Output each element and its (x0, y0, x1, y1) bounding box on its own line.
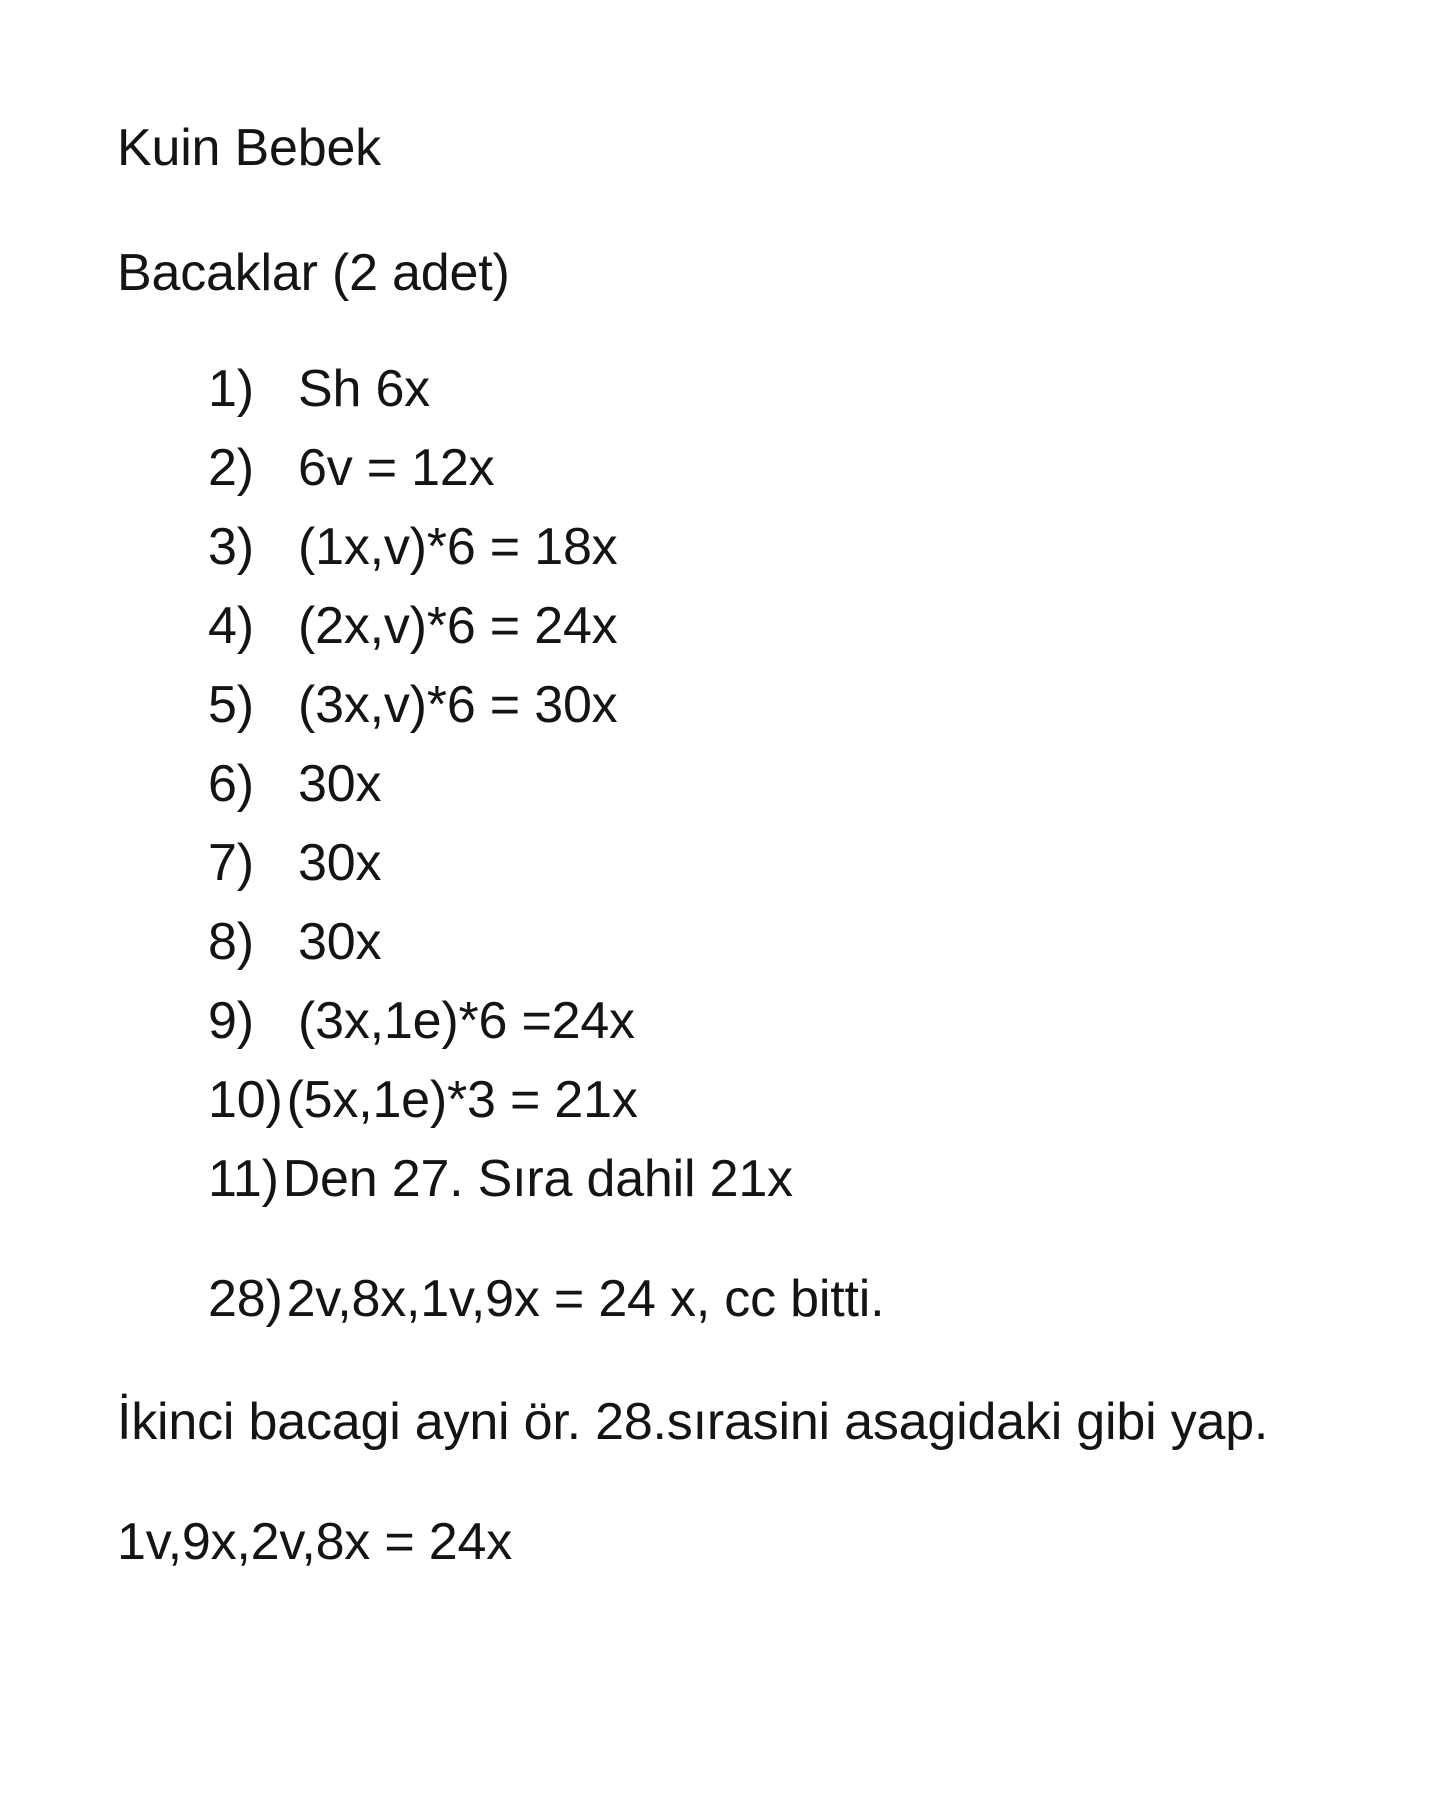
row-text: 30x (298, 913, 382, 971)
pattern-row (208, 752, 381, 816)
row-text: 2v,8x,1v,9x = 24 x, cc bitti. (286, 1270, 885, 1328)
row-number: 8) (208, 913, 254, 971)
row-text: 30x (298, 755, 382, 813)
pattern-row (208, 436, 494, 500)
row-number: 9) (208, 992, 254, 1050)
row-number: 3) (208, 518, 254, 576)
row-number: 7) (208, 834, 254, 892)
section-heading: Bacaklar (2 adet) (117, 244, 510, 302)
row-text: (2x,v)*6 = 24x (298, 597, 618, 655)
pattern-row (208, 515, 617, 579)
row-text: 6v = 12x (298, 439, 495, 497)
row-number: 1) (208, 360, 254, 418)
pattern-row (208, 989, 635, 1053)
row-text: (3x,1e)*6 =24x (298, 992, 635, 1050)
pattern-row (208, 910, 381, 974)
row-text: Sh 6x (298, 360, 430, 418)
row-text: (5x,1e)*3 = 21x (286, 1071, 638, 1129)
row-text: (3x,v)*6 = 30x (298, 676, 618, 734)
pattern-row (208, 357, 430, 421)
pattern-row (208, 1267, 884, 1331)
row-text: 30x (298, 834, 382, 892)
row-number: 10) (208, 1071, 283, 1129)
row-number: 6) (208, 755, 254, 813)
final-pattern-line: 1v,9x,2v,8x = 24x (117, 1513, 513, 1571)
pattern-row (208, 831, 381, 895)
row-number: 11) (208, 1150, 279, 1208)
row-text: Den 27. Sıra dahil 21x (282, 1150, 793, 1208)
row-number: 2) (208, 439, 254, 497)
pattern-row (208, 1147, 793, 1211)
document-title: Kuin Bebek (117, 119, 381, 177)
row-number: 5) (208, 676, 254, 734)
row-text: (1x,v)*6 = 18x (298, 518, 618, 576)
pattern-row (208, 594, 617, 658)
pattern-row (208, 1068, 638, 1132)
instruction-note: İkinci bacagi ayni ör. 28.sırasini asagidaki gibi yap. (117, 1393, 1269, 1451)
pattern-row (208, 673, 617, 737)
row-number: 28) (208, 1270, 283, 1328)
row-number: 4) (208, 597, 254, 655)
